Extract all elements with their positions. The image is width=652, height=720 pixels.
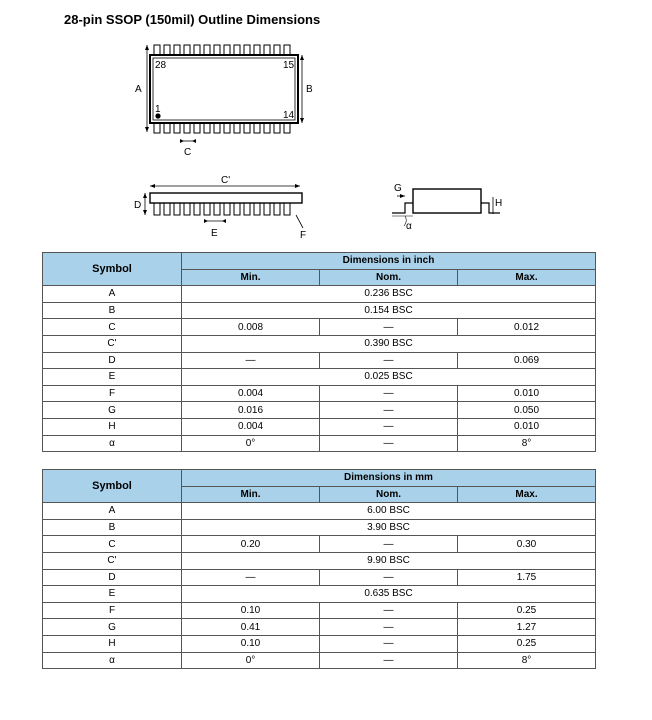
symbol-cell: D [43, 352, 182, 369]
nominal-cell: — [320, 536, 458, 553]
pin-lead [244, 123, 250, 133]
pin-lead [264, 45, 270, 55]
table-row [43, 619, 596, 636]
side-pin-lead [274, 203, 280, 215]
dim-a-label: A [135, 84, 142, 95]
dim-f-label: F [300, 230, 307, 241]
pin-lead [234, 45, 240, 55]
symbol-cell: E [43, 369, 182, 386]
symbol-cell: C' [43, 335, 182, 352]
table-row [43, 569, 596, 586]
inch-table-body [43, 286, 596, 452]
nominal-cell: 0.236 BSC [182, 286, 596, 303]
min-cell: 0.008 [182, 319, 320, 336]
nominal-cell: — [320, 652, 458, 669]
max-cell: 0.30 [458, 536, 596, 553]
symbol-cell: D [43, 569, 182, 586]
side-view-body [150, 193, 302, 203]
side-pin-lead [284, 203, 290, 215]
min-cell: 0.004 [182, 418, 320, 435]
dim-c-prime-label: C' [221, 175, 231, 186]
side-pin-lead [264, 203, 270, 215]
max-cell: 0.25 [458, 602, 596, 619]
side-pin-lead [184, 203, 190, 215]
min-cell: 0.10 [182, 635, 320, 652]
side-view-pins [154, 203, 290, 215]
table-row [43, 602, 596, 619]
table-row [43, 352, 596, 369]
side-pin-lead [214, 203, 220, 215]
table-row [43, 319, 596, 336]
nominal-cell: — [320, 418, 458, 435]
nominal-cell: — [320, 602, 458, 619]
side-pin-lead [194, 203, 200, 215]
dim-e-label: E [211, 228, 218, 239]
max-cell: 0.010 [458, 418, 596, 435]
side-pin-lead [234, 203, 240, 215]
nominal-cell: 0.390 BSC [182, 335, 596, 352]
pin-lead [204, 123, 210, 133]
symbol-cell: α [43, 435, 182, 452]
nominal-cell: 9.90 BSC [182, 552, 596, 569]
side-pin-lead [204, 203, 210, 215]
symbol-header: Symbol [43, 253, 182, 286]
dimensions-inch-table [42, 252, 596, 452]
nominal-cell: 0.635 BSC [182, 586, 596, 603]
max-cell: 0.25 [458, 635, 596, 652]
side-pin-lead [154, 203, 160, 215]
pin-lead [194, 45, 200, 55]
nominal-cell: 0.154 BSC [182, 302, 596, 319]
nominal-cell: — [320, 435, 458, 452]
min-cell: 0° [182, 435, 320, 452]
pin-lead [164, 45, 170, 55]
table-row [43, 586, 596, 603]
nominal-cell: — [320, 385, 458, 402]
end-view-body [413, 189, 481, 213]
pin-lead [204, 45, 210, 55]
pin-lead [164, 123, 170, 133]
pin-lead [214, 123, 220, 133]
min-cell: — [182, 352, 320, 369]
dimensions-mm-table [42, 469, 596, 669]
max-cell: 8° [458, 652, 596, 669]
pin-lead [274, 45, 280, 55]
dim-g-label: G [394, 183, 402, 194]
min-cell: 0.016 [182, 402, 320, 419]
min-cell: 0.004 [182, 385, 320, 402]
pin-lead [284, 123, 290, 133]
nom-header: Nom. [320, 486, 458, 503]
pin-lead [154, 123, 160, 133]
dim-h-label: H [495, 198, 503, 209]
pin-lead [184, 45, 190, 55]
table-row [43, 552, 596, 569]
dim-b-label: B [306, 84, 313, 95]
table-row [43, 635, 596, 652]
min-cell: — [182, 569, 320, 586]
pin-lead [284, 45, 290, 55]
max-cell: 8° [458, 435, 596, 452]
symbol-cell: G [43, 619, 182, 636]
symbol-cell: C [43, 319, 182, 336]
table-row [43, 519, 596, 536]
table-row [43, 536, 596, 553]
pin1-label: 1 [155, 104, 161, 115]
pin-lead [254, 123, 260, 133]
nominal-cell: 6.00 BSC [182, 503, 596, 520]
symbol-cell: F [43, 385, 182, 402]
pin-lead [254, 45, 260, 55]
group-header: Dimensions in inch [182, 253, 596, 270]
table-row [43, 418, 596, 435]
side-pin-lead [254, 203, 260, 215]
min-cell: 0° [182, 652, 320, 669]
nominal-cell: 0.025 BSC [182, 369, 596, 386]
max-cell: 1.27 [458, 619, 596, 636]
symbol-cell: F [43, 602, 182, 619]
nominal-cell: — [320, 569, 458, 586]
pin-lead [174, 123, 180, 133]
symbol-cell: C' [43, 552, 182, 569]
table-row [43, 335, 596, 352]
max-cell: 0.050 [458, 402, 596, 419]
side-pin-lead [244, 203, 250, 215]
nom-header: Nom. [320, 269, 458, 286]
top-view-body [150, 55, 298, 123]
symbol-cell: A [43, 286, 182, 303]
max-cell: 0.012 [458, 319, 596, 336]
pin-lead [174, 45, 180, 55]
pin-lead [184, 123, 190, 133]
dim-d-label: D [134, 200, 142, 211]
pin-lead [264, 123, 270, 133]
pin-lead [244, 45, 250, 55]
pin28-label: 28 [155, 60, 167, 71]
nominal-cell: — [320, 619, 458, 636]
table-row [43, 286, 596, 303]
min-header: Min. [182, 486, 320, 503]
symbol-cell: H [43, 418, 182, 435]
symbol-cell: B [43, 302, 182, 319]
page-title: 28-pin SSOP (150mil) Outline Dimensions [64, 12, 321, 27]
symbol-cell: H [43, 635, 182, 652]
min-cell: 0.41 [182, 619, 320, 636]
side-pin-lead [164, 203, 170, 215]
symbol-cell: C [43, 536, 182, 553]
side-pin-lead [224, 203, 230, 215]
symbol-cell: E [43, 586, 182, 603]
max-cell: 0.069 [458, 352, 596, 369]
nominal-cell: — [320, 352, 458, 369]
symbol-header: Symbol [43, 470, 182, 503]
symbol-cell: A [43, 503, 182, 520]
max-cell: 0.010 [458, 385, 596, 402]
nominal-cell: — [320, 635, 458, 652]
table-row [43, 385, 596, 402]
table-row [43, 369, 596, 386]
table-row [43, 435, 596, 452]
symbol-cell: G [43, 402, 182, 419]
pin-lead [194, 123, 200, 133]
pin-lead [214, 45, 220, 55]
symbol-cell: B [43, 519, 182, 536]
pin-lead [224, 45, 230, 55]
max-cell: 1.75 [458, 569, 596, 586]
mm-table-body [43, 503, 596, 669]
pin-lead [224, 123, 230, 133]
table-row [43, 402, 596, 419]
dim-c-label: C [184, 147, 192, 158]
pin-lead [234, 123, 240, 133]
pin15-label: 15 [283, 60, 295, 71]
nominal-cell: — [320, 402, 458, 419]
pin-lead [154, 45, 160, 55]
nominal-cell: — [320, 319, 458, 336]
max-header: Max. [458, 269, 596, 286]
table-row [43, 652, 596, 669]
min-cell: 0.10 [182, 602, 320, 619]
package-outline-drawing [0, 0, 652, 250]
min-header: Min. [182, 269, 320, 286]
group-header: Dimensions in mm [182, 470, 596, 487]
table-row [43, 503, 596, 520]
table-row [43, 302, 596, 319]
nominal-cell: 3.90 BSC [182, 519, 596, 536]
symbol-cell: α [43, 652, 182, 669]
end-view-lead-left [392, 203, 413, 213]
max-header: Max. [458, 486, 596, 503]
min-cell: 0.20 [182, 536, 320, 553]
dim-alpha-label: α [406, 221, 412, 232]
pin14-label: 14 [283, 110, 295, 121]
pin-lead [274, 123, 280, 133]
side-pin-lead [174, 203, 180, 215]
